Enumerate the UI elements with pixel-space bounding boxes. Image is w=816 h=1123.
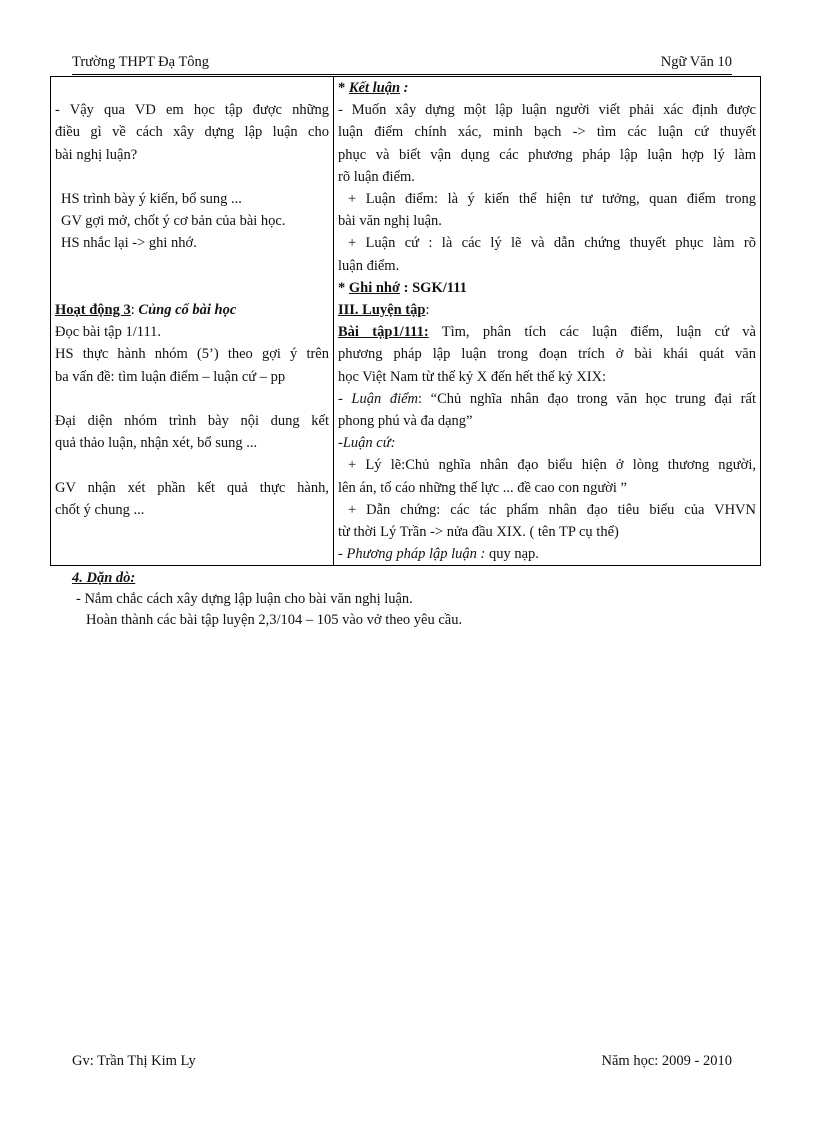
dan-do-line: - Nắm chắc cách xây dựng lập luận cho bài văn nghị luận. (76, 591, 413, 607)
school-name: Trường THPT Đạ Tông (72, 54, 210, 70)
lesson-table (50, 76, 761, 566)
practice-line: ba vấn đề: tìm luận điểm – luận cứ – pp (55, 368, 286, 385)
ly-le-line: lên án, tố cáo những thế lực ... đề cao con người ” (338, 479, 627, 496)
activity-line: HS trình bày ý kiến, bổ sung ... (61, 190, 242, 207)
luan-diem-example-line: phong phú và đa dạng” (338, 413, 473, 430)
luan-diem-example-line: - Luận điểm: “Chủ nghĩa nhân đạo trong văn học trung đại rất (338, 390, 756, 407)
luan-diem-line: + Luận điểm: là ý kiến thể hiện tư tưởng, quan điểm trong (348, 191, 756, 208)
ly-le-line: + Lý lẽ:Chủ nghĩa nhân đạo biểu hiện ở lòng thương người, (348, 457, 756, 474)
practice-line: Đọc bài tập 1/111. (55, 324, 162, 341)
phuong-phap-line: - Phương pháp lập luận : quy nạp. (338, 546, 539, 563)
section-heading: III. Luyện tập: (338, 302, 430, 319)
dan-do-heading: 4. Dặn dò: (72, 570, 136, 586)
activity-line: HS nhắc lại -> ghi nhớ. (61, 235, 197, 252)
bai-tap-line: phương pháp lập luận trong đoạn trích ở bài khái quát văn (338, 346, 756, 363)
school-year: Năm học: 2009 - 2010 (601, 1053, 732, 1069)
teacher-activity-column (51, 77, 334, 566)
report-line: quả thảo luận, nhận xét, bổ sung ... (55, 435, 258, 452)
question-line: bài nghị luận? (55, 146, 138, 163)
question-line: điều gì về cách xây dựng lập luận cho (55, 124, 329, 141)
luan-cu-line: + Luận cứ : là các lý lẽ và dẫn chứng thuyết phục làm rõ (348, 235, 756, 252)
teacher-name: Gv: Trần Thị Kim Ly (72, 1053, 196, 1069)
question-line: - Vậy qua VD em học tập được những (55, 102, 329, 119)
ket-luan-heading: * Kết luận : (338, 80, 409, 96)
bai-tap-line: học Việt Nam từ thế kỷ X đến hết thế kỷ XIX: (338, 368, 607, 385)
report-line: Đại diện nhóm trình bày nội dung kết (55, 412, 329, 429)
subject-name: Ngữ Văn 10 (660, 54, 732, 70)
practice-line: HS thực hành nhóm (5’) theo gợi ý trên (55, 346, 329, 363)
luan-diem-line: bài văn nghị luận. (338, 213, 442, 230)
dan-chung-line: từ thời Lý Trần -> nửa đầu XIX. ( tên TP cụ thể) (338, 524, 619, 541)
content-column (334, 77, 761, 566)
luan-cu-example-label: -Luận cứ: (338, 435, 396, 452)
dan-do-section (72, 568, 756, 631)
teacher-line: chốt ý chung ... (55, 501, 145, 518)
table-row (51, 77, 761, 566)
ket-luan-line: - Muốn xây dựng một lập luận người viết phải xác định được (338, 102, 756, 119)
luan-cu-line: luận điểm. (338, 257, 400, 274)
ket-luan-line: rõ luận điểm. (338, 168, 415, 185)
dan-chung-line: + Dẫn chứng: các tác phẩm nhân đạo tiêu biểu của VHVN (348, 501, 756, 518)
ket-luan-line: luận điểm chính xác, minh bạch -> tìm các luận cứ thuyết (338, 124, 756, 141)
hoat-dong-heading: Hoạt động 3: Củng cố bài học (55, 301, 237, 318)
teacher-line: GV nhận xét phần kết quả thực hành, (55, 479, 329, 496)
page-header (72, 54, 732, 75)
ket-luan-line: phục và biết vận dụng các phương pháp lập luận hợp lý làm (338, 146, 756, 163)
activity-line: GV gợi mở, chốt ý cơ bản của bài học. (61, 213, 286, 230)
dan-do-line: Hoàn thành các bài tập luyện 2,3/104 – 105 vào vở theo yêu cầu. (86, 612, 463, 628)
bai-tap-line: Bài tập1/111: Tìm, phân tích các luận điểm, luận cứ và (338, 324, 756, 341)
ghi-nho-line: * Ghi nhớ : SGK/111 (338, 279, 467, 296)
